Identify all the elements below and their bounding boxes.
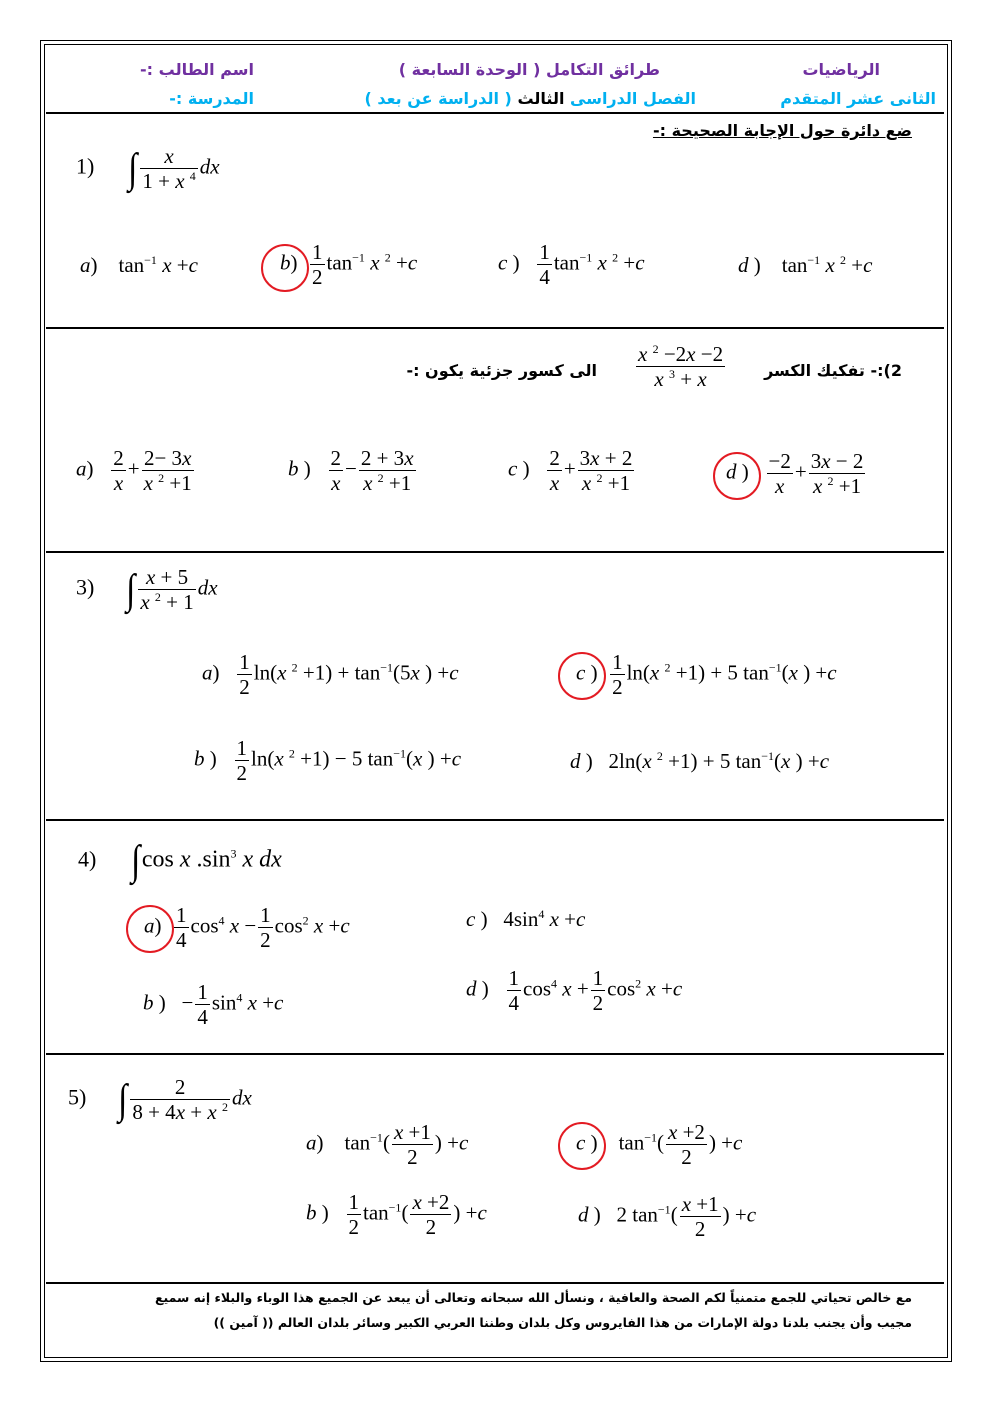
term-mode: ( الدراسة عن بعد ) [364,89,512,108]
q4-option-a[interactable]: a) $\frac{1}{4}$ $\cos^4 x$ − $\frac{1}{2}$ $\cos^2 x +c$ [144,903,350,953]
q1-option-b[interactable]: b) $\frac{1}{2}$ $\tan^{-1} x$ $^2$ +c [280,240,418,290]
footer-line-1: مع خالص تحياتي للجمع متمنياً لكم الصحة والعافية ، ونسأل الله سبحانه وتعالى أن يبعد عن الجميع هذا الوباء والبلاء إنه سميع [154,1290,912,1305]
question-number: 1) [76,153,95,179]
q3-option-c[interactable]: c ) $\frac{1}{2}$ ln(x $^2$ +1) + 5 $\tan^{-1}(x$ ) +c [576,650,837,700]
footer-line-2: مجيب وأن يجنب بلدنا دولة الإمارات من هذا الفايروس وكل بلدان وطننا العربي الكبير وسائر بلدان العالم (( آمين )) [213,1315,912,1330]
q2-option-d[interactable]: d ) $\frac{-2}{x}$ + $\frac{3x - 2}{x ^2 +1}$ [726,449,864,499]
header-subject: الرياضيات [802,60,880,79]
separator-4 [46,1053,944,1055]
question-4: 4) ∫cos x $.\sin^3$ x dx [78,838,282,884]
student-name-label: اسم الطالب :- [140,60,254,79]
header-grade: الثانى عشر المتقدم [780,89,936,108]
term-label: الفصل الدراسى [570,89,696,108]
term-word: الثالث [517,89,565,108]
q4-option-b[interactable]: b ) − $\frac{1}{4}$ $\sin^4 x +c$ [143,980,284,1030]
separator-3 [46,819,944,821]
q5-option-d[interactable]: d ) 2 $\tan^{-1}$( $\frac{x +1}{2}$ ) +c [578,1192,757,1242]
header-term [364,89,696,108]
q3-option-d[interactable]: d ) 2ln(x $^2$ +1) + 5 $\tan^{-1}(x$ ) +c [570,749,830,773]
q3-option-b[interactable]: b ) $\frac{1}{2}$ ln(x $^2$ +1) − 5 $\tan^{-1}(x$ ) +c [194,736,462,786]
q1-option-c[interactable]: c ) $\frac{1}{4}$ $\tan^{-1} x$ $^2$ +c [498,240,645,290]
separator-1 [46,327,944,329]
instruction: ضع دائرة حول الإجابة الصحيحة :- [652,121,912,140]
q2-prompt-part1: 2):- تفكيك الكسر [764,361,902,380]
q2-option-c[interactable]: c ) $\frac{2}{x}$ + $\frac{3x + 2}{x ^2 +1}$ [508,446,633,496]
q1-option-d[interactable]: d ) $\tan^{-1} x$ $^2$ +c [738,253,873,277]
q4-option-c[interactable]: c ) $4\sin^4$ x +c [466,907,586,931]
question-number: 3) [76,574,95,600]
header-title: طرائق التكامل ( الوحدة السابعة ) [398,60,660,79]
question-number: 5) [68,1084,87,1110]
school-label: المدرسة :- [169,89,254,108]
answer-circle-q2 [713,452,761,500]
q5-option-c[interactable]: c ) $\tan^{-1}$( $\frac{x +2}{2}$ ) +c [576,1120,743,1170]
answer-circle-q4 [126,905,174,953]
q2-option-a[interactable]: a) $\frac{2}{x}$ + $\frac{2- 3x}{x ^2 +1}$ [76,446,192,496]
q5-option-a[interactable]: a) $\tan^{-1}$( $\frac{x +1}{2}$ ) +c [306,1120,469,1170]
q2-prompt-part2: الى كسور جزئية يكون :- [406,361,597,380]
question-number: 4) [78,846,97,872]
q4-option-d[interactable]: d ) $\frac{1}{4}$ $\cos^4 x$ + $\frac{1}{2}$ $\cos^2 x +c$ [466,966,683,1016]
q3-option-a[interactable]: a) $\frac{1}{2}$ ln(x $^2 +1) + \tan^{-1}(5x$ ) +c [202,650,459,700]
question-1: 1) ∫ $\frac{x}{1 + x ^4}$ dx [76,144,220,194]
header-separator [46,112,944,114]
page-border [40,40,952,1362]
q2-option-b[interactable]: b ) $\frac{2}{x}$ − $\frac{2 + 3x}{x ^2 +1}$ [288,446,414,496]
page-inner-border [44,44,948,1358]
separator-2 [46,551,944,553]
q1-option-a[interactable]: a) $\tan^{-1} x +c$ [80,253,198,277]
answer-circle-q1 [261,244,309,292]
q2-expression: $\frac{x ^2 -2x -2}{x ^3 + x}$ [638,342,724,392]
question-3: 3) ∫ $\frac{x + 5}{x ^2 + 1}$ dx [76,565,218,615]
question-5: 5) ∫ $\frac{2}{8 + 4x + x ^2}$ dx [68,1075,252,1125]
answer-circle-q3 [558,652,606,700]
answer-circle-q5 [558,1122,606,1170]
separator-5 [46,1282,944,1284]
q5-option-b[interactable]: b ) $\frac{1}{2}$ $\tan^{-1}$( $\frac{x +2}{2}$ ) +c [306,1190,487,1240]
